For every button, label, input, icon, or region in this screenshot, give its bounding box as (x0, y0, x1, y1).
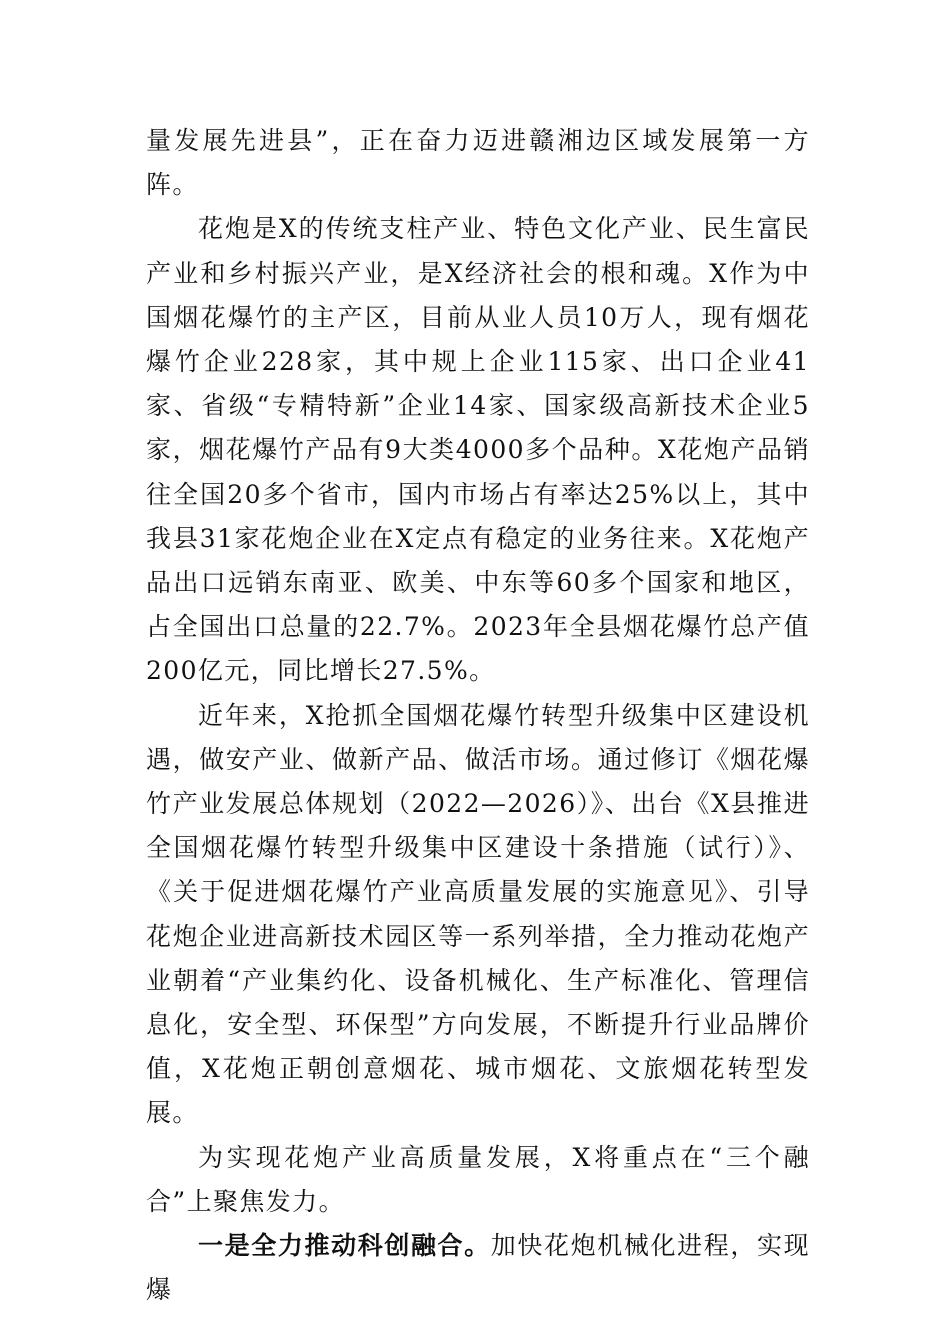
paragraph-recent-measures: 近年来，X抢抓全国烟花爆竹转型升级集中区建设机遇，做安产业、做新产品、做活市场。通过修订《烟花爆竹产业发展总体规划（2022—2026）》、出台《X县推进全国烟花爆竹转型升级集中区建设十条措施（试行）》、《关于促进烟花爆竹产业高质量发展的实施意见》、引导花炮企业进高新技术园区等一系列举措，全力推动花炮产业朝着“产业集约化、设备机械化、生产标准化、管理信息化，安全型、环保型”方向发展，不断提升行业品牌价值，X花炮正朝创意烟花、城市烟花、文旅烟花转型发展。 (146, 700, 810, 1128)
first-point-text: 加快花炮机械化进程，实现爆 (146, 1231, 810, 1305)
paragraph-continuation: 量发展先进县”，正在奋力迈进赣湘边区域发展第一方阵。 (146, 126, 810, 200)
first-point-heading: 一是全力推动科创融合。 (198, 1231, 491, 1261)
document-page (146, 119, 810, 1312)
paragraph-first-point (146, 1224, 810, 1312)
paragraph-industry-overview: 花炮是X的传统支柱产业、特色文化产业、民生富民产业和乡村振兴产业，是X经济社会的根和魂。X作为中国烟花爆竹的主产区，目前从业人员10万人，现有烟花爆竹企业228家，其中规上企业115家、出口企业41家、省级“专精特新”企业14家、国家级高新技术企业5家，烟花爆竹产品有9大类4000多个品种。X花炮产品销往全国20多个省市，国内市场占有率达25%以上，其中我县31家花炮企业在X定点有稳定的业务往来。X花炮产品出口远销东南亚、欧美、中东等60多个国家和地区，占全国出口总量的22.7%。2023年全县烟花爆竹总产值200亿元，同比增长27.5%。 (146, 214, 810, 686)
paragraph-three-integrations: 为实现花炮产业高质量发展，X将重点在“三个融合”上聚焦发力。 (146, 1142, 810, 1216)
